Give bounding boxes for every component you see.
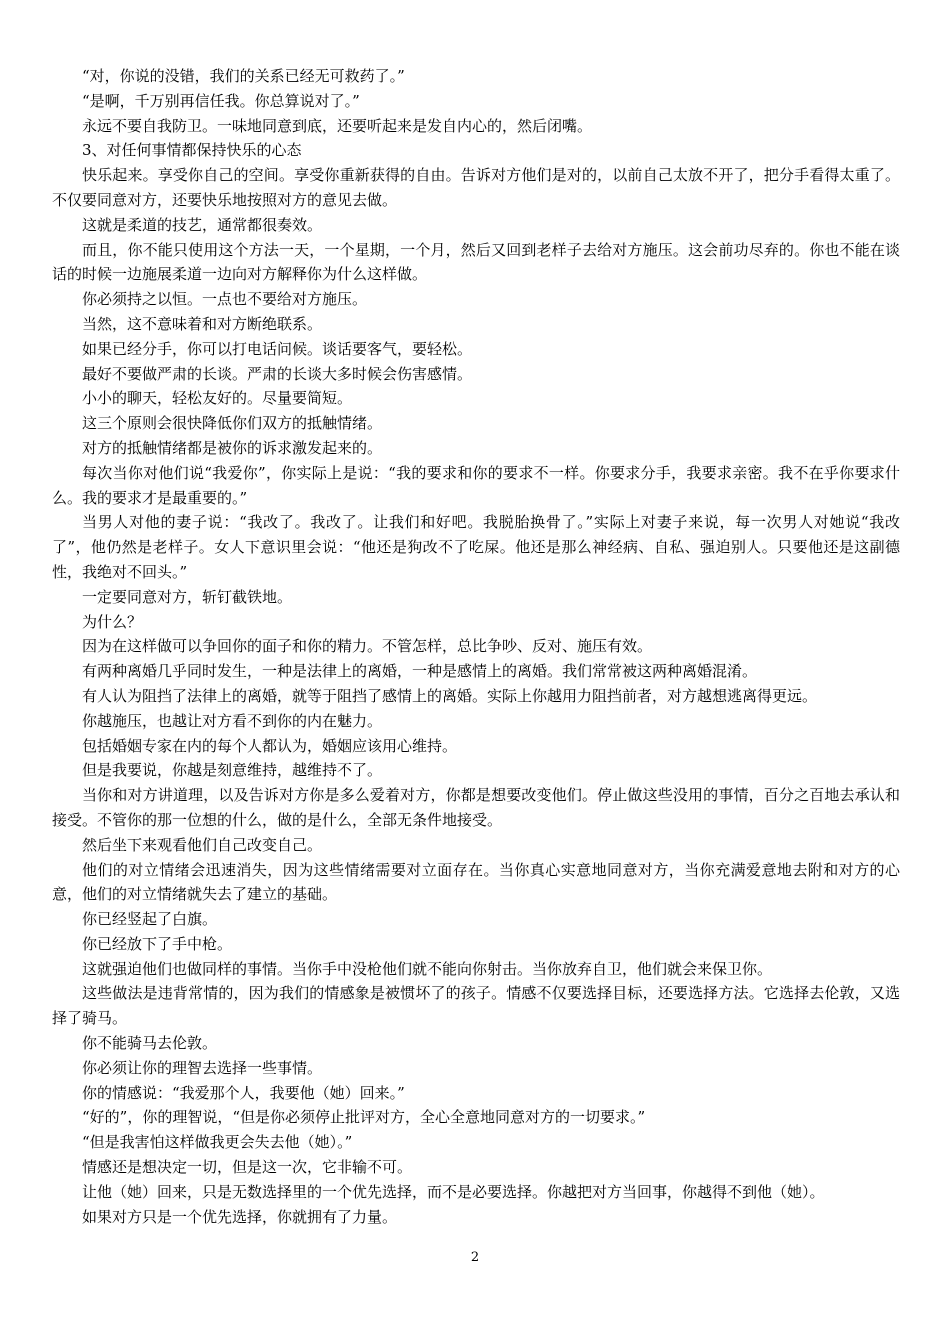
paragraph: 当你和对方讲道理，以及告诉对方你是多么爱着对方，你都是想要改变他们。停止做这些没用的事情，百分之百地去承认和接受。不管你的那一位想的什么，做的是什么，全部无条件地接受。 [52, 786, 900, 829]
paragraph: 这些做法是违背常情的，因为我们的情感象是被惯坏了的孩子。情感不仅要选择目标，还要选择方法。它选择去伦敦，又选择了骑马。 [52, 984, 900, 1028]
paragraph: “对，你说的没错，我们的关系已经无可救药了。” [82, 67, 405, 85]
paragraph: 你不能骑马去伦敦。 [82, 1034, 218, 1053]
paragraph: 但是我要说，你越是刻意维持，越维持不了。 [82, 761, 383, 780]
paragraph: 有人认为阻挡了法律上的离婚，就等于阻挡了感情上的离婚。实际上你越用力阻挡前者，对方越想逃离得更远。 [82, 686, 818, 705]
paragraph: 你已经放下了手中枪。 [82, 934, 233, 953]
paragraph: 包括婚姻专家在内的每个人都认为，婚姻应该用心维持。 [82, 736, 458, 755]
paragraph: 最好不要做严肃的长谈。严肃的长谈大多时候会伤害感情。 [82, 364, 473, 383]
paragraph: 情感还是想决定一切，但是这一次，它非输不可。 [82, 1158, 413, 1177]
paragraph: 3、对任何事情都保持快乐的心态 [82, 141, 302, 160]
paragraph: 让他（她）回来，只是无数选择里的一个优先选择，而不是必要选择。你越把对方当回事，你越得不到他（她）。 [82, 1182, 825, 1201]
paragraph: 你必须持之以恒。一点也不要给对方施压。 [82, 290, 368, 309]
page-number: 2 [470, 1250, 480, 1265]
paragraph: 然后坐下来观看他们自己改变自己。 [82, 835, 323, 854]
paragraph: 快乐起来。享受你自己的空间。享受你重新获得的自由。告诉对方他们是对的，以前自己太放不开了，把分手看得太重了。不仅要同意对方，还要快乐地按照对方的意见去做。 [52, 166, 900, 209]
paragraph: 这三个原则会很快降低你们双方的抵触情绪。 [82, 414, 383, 433]
paragraph: 永远不要自我防卫。一味地同意到底，还要听起来是发自内心的，然后闭嘴。 [82, 116, 593, 135]
paragraph: “是啊，千万别再信任我。你总算说对了。” [82, 91, 360, 110]
paragraph: 有两种离婚几乎同时发生，一种是法律上的离婚，一种是感情上的离婚。我们常常被这两种离婚混淆。 [82, 662, 758, 681]
paragraph: 你已经竖起了白旗。 [82, 910, 218, 929]
paragraph: 如果已经分手，你可以打电话问候。谈话要客气，要轻松。 [82, 339, 473, 358]
paragraph: 而且，你不能只使用这个方法一天，一个星期，一个月，然后又回到老样子去给对方施压。这会前功尽弃的。你也不能在谈话的时候一边施展柔道一边向对方解释你为什么这样做。 [52, 240, 900, 284]
paragraph: 每次当你对他们说“我爱你”，你实际上是说：“我的要求和你的要求不一样。你要求分手，我要求亲密。我不在乎你要求什么。我的要求才是最重要的。” [52, 463, 900, 507]
body-text [52, 64, 900, 1229]
paragraph: 他们的对立情绪会迅速消失，因为这些情绪需要对立面存在。当你真心实意地同意对方，当你充满爱意地去附和对方的心意，他们的对立情绪就失去了建立的基础。 [52, 860, 900, 904]
paragraph: “但是我害怕这样做我更会失去他（她）。” [82, 1133, 353, 1152]
paragraph: 当男人对他的妻子说：“我改了。我改了。让我们和好吧。我脱胎换骨了。”实际上对妻子来说，每一次男人对她说“我改了”，他仍然是老样子。女人下意识里会说：“他还是狗改不了吃屎。他还是那么神经病、自私、强迫别人。只要他还是这副德性，我绝对不回头。” [52, 513, 900, 581]
paragraph: 这就是柔道的技艺，通常都很奏效。 [82, 215, 323, 234]
paragraph: 一定要同意对方，斩钉截铁地。 [82, 587, 293, 606]
paragraph: 因为在这样做可以争回你的面子和你的精力。不管怎样，总比争吵、反对、施压有效。 [82, 637, 653, 656]
paragraph: 这就强迫他们也做同样的事情。当你手中没枪他们就不能向你射击。当你放弃自卫，他们就会来保卫你。 [82, 959, 773, 978]
paragraph: 当然，这不意味着和对方断绝联系。 [82, 314, 323, 333]
paragraph: 你越施压，也越让对方看不到你的内在魅力。 [82, 711, 383, 730]
paragraph: 对方的抵触情绪都是被你的诉求激发起来的。 [82, 438, 383, 457]
paragraph: 你必须让你的理智去选择一些事情。 [82, 1058, 323, 1077]
paragraph: 如果对方只是一个优先选择，你就拥有了力量。 [82, 1207, 398, 1226]
paragraph: “好的”，你的理智说，“但是你必须停止批评对方，全心全意地同意对方的一切要求。” [82, 1108, 646, 1127]
paragraph: 为什么？ [82, 612, 143, 631]
paragraph: 你的情感说：“我爱那个人，我要他（她）回来。” [82, 1083, 405, 1102]
paragraph: 小小的聊天，轻松友好的。尽量要简短。 [82, 389, 353, 408]
